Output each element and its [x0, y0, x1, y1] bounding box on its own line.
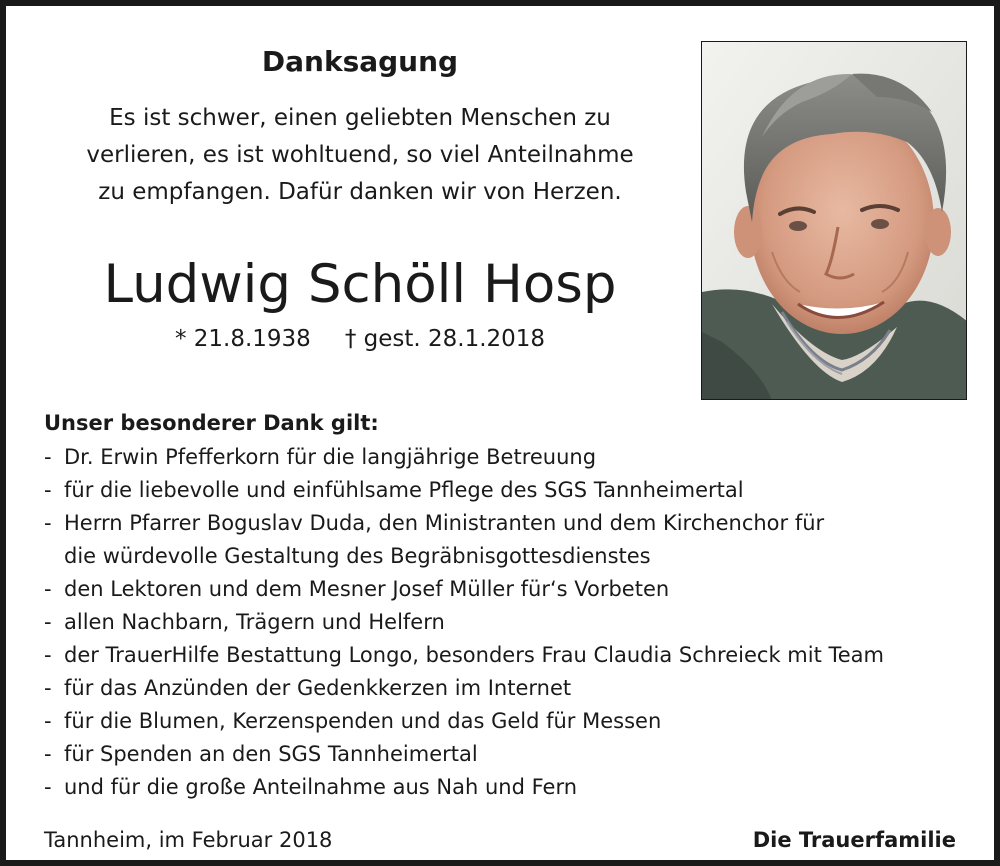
list-item-text: Dr. Erwin Pfefferkorn für die langjährige Betreuung	[64, 445, 597, 469]
intro-line: verlieren, es ist wohltuend, so viel Anteilnahme	[86, 142, 634, 168]
list-item	[44, 441, 974, 474]
list-item-text: den Lektoren und dem Mesner Josef Müller für‘s Vorbeten	[64, 577, 670, 601]
thanks-title: Unser besonderer Dank gilt:	[44, 411, 379, 435]
life-dates	[36, 322, 684, 356]
list-item-text: für Spenden an den SGS Tannheimertal	[64, 742, 478, 766]
portrait-photo-icon	[702, 42, 967, 400]
list-item	[44, 507, 974, 573]
list-item-text: für die liebevolle und einfühlsame Pflege des SGS Tannheimertal	[64, 478, 744, 502]
thanks-list	[44, 441, 974, 804]
list-item	[44, 672, 974, 705]
notice-heading: Danksagung	[261, 45, 459, 78]
list-item-text: der TrauerHilfe Bestattung Longo, besonders Frau Claudia Schreieck mit Team	[64, 643, 884, 667]
portrait-photo	[701, 41, 967, 400]
list-item	[44, 738, 974, 771]
deceased-name: Ludwig Schöll Hosp	[103, 254, 617, 315]
list-item-text: und für die große Anteilnahme aus Nah und Fern	[64, 775, 578, 799]
intro-line: zu empfangen. Dafür danken wir von Herzen.	[98, 179, 622, 205]
intro-line: Es ist schwer, einen geliebten Menschen zu	[109, 105, 611, 131]
place-date: Tannheim, im Februar 2018	[44, 828, 333, 852]
list-item-text: allen Nachbarn, Trägern und Helfern	[64, 610, 445, 634]
list-item	[44, 606, 974, 639]
signature: Die Trauerfamilie	[752, 828, 956, 852]
list-item-text: für die Blumen, Kerzenspenden und das Geld für Messen	[64, 709, 662, 733]
death-date: † gest. 28.1.2018	[344, 326, 546, 352]
list-item	[44, 771, 974, 804]
list-item-text: - Herrn Pfarrer Boguslav Duda, den Ministranten und dem Kirchenchor für	[64, 511, 825, 535]
birth-date: * 21.8.1938	[174, 326, 311, 352]
list-item	[44, 474, 974, 507]
list-item	[44, 639, 974, 672]
list-item-text: für das Anzünden der Gedenkkerzen im Internet	[64, 676, 572, 700]
intro-text	[36, 100, 684, 211]
list-item-text-continued: die würdevolle Gestaltung des Begräbnisgottesdienstes	[64, 544, 651, 568]
list-item	[44, 573, 974, 606]
list-item	[44, 705, 974, 738]
